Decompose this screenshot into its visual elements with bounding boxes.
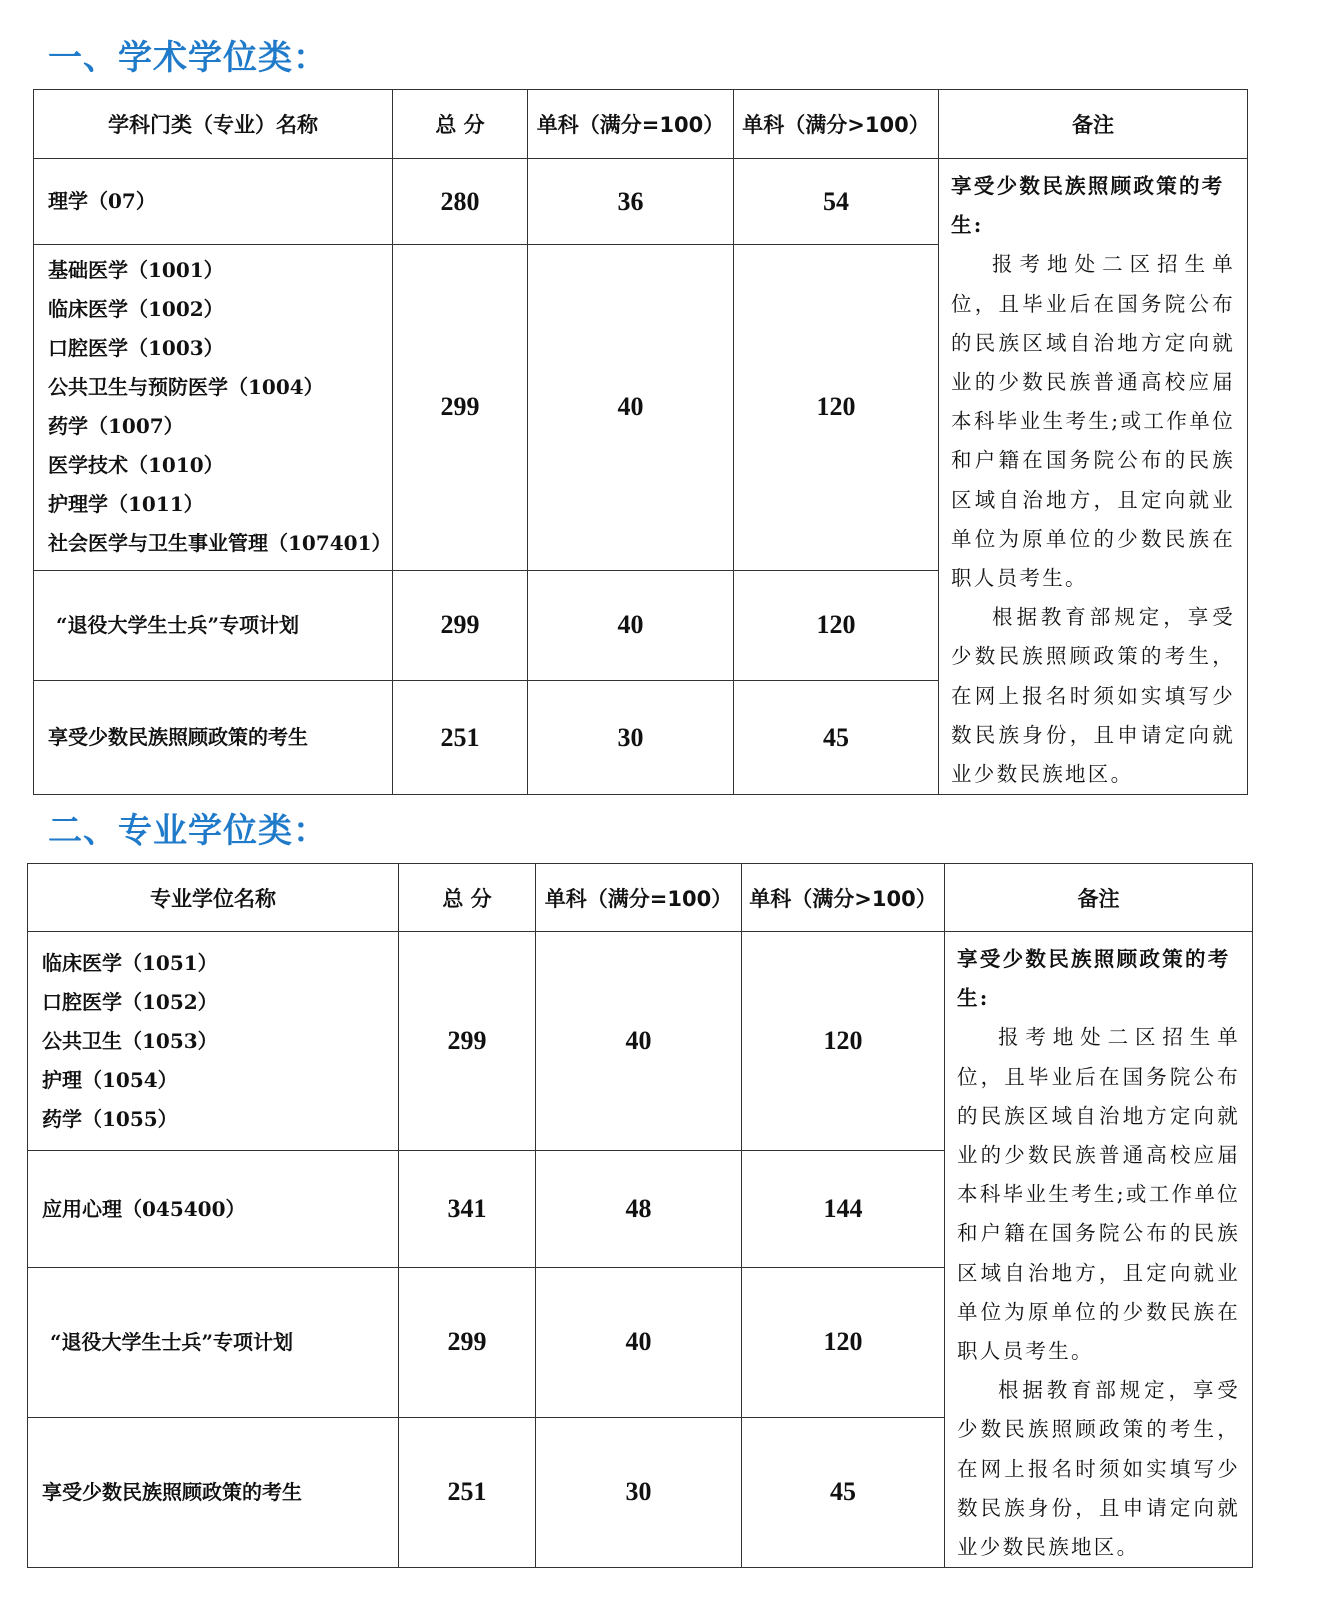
single-gt100-score: 45 <box>734 680 939 794</box>
subject-name: 理学（07） <box>48 189 156 214</box>
total-score: 299 <box>399 1268 536 1418</box>
single-gt100-score: 120 <box>734 570 939 680</box>
table-header-row <box>34 90 1248 159</box>
header-single-100: 单科（满分=100） <box>536 864 742 932</box>
subject-name-cell <box>34 245 393 570</box>
total-score: 280 <box>393 159 528 245</box>
note-heading: 享受少数民族照顾政策的考生: <box>957 947 1231 1011</box>
single-100-score: 30 <box>536 1417 742 1568</box>
header-single-100: 单科（满分=100） <box>528 90 734 159</box>
note-cell <box>939 159 1248 795</box>
header-note: 备注 <box>939 90 1248 159</box>
subject-name: 口腔医学（1052） <box>42 989 218 1014</box>
table-row <box>28 932 1253 1151</box>
subject-name: 公共卫生（1053） <box>42 1028 218 1053</box>
note-paragraph: 根据教育部规定，享受少数民族照顾政策的考生，在网上报名时须如实填写少数民族身份，且申请定向就业少数民族地区。 <box>951 605 1235 787</box>
header-total: 总 分 <box>399 864 536 932</box>
professional-score-table <box>27 863 1253 1568</box>
total-score: 299 <box>399 932 536 1151</box>
subject-name: 临床医学（1051） <box>42 950 218 975</box>
header-name: 学科门类（专业）名称 <box>34 90 393 159</box>
total-score: 251 <box>399 1417 536 1568</box>
table-row <box>34 159 1248 245</box>
subject-name: 基础医学（1001） <box>48 258 224 283</box>
subject-name: “退役大学生士兵”专项计划 <box>50 1329 294 1354</box>
single-100-score: 40 <box>536 932 742 1151</box>
header-name: 专业学位名称 <box>28 864 399 932</box>
single-gt100-score: 120 <box>742 932 945 1151</box>
header-total: 总 分 <box>393 90 528 159</box>
section-title-academic: 一、学术学位类： <box>48 38 328 78</box>
subject-name: “退役大学生士兵”专项计划 <box>56 612 300 637</box>
header-single-gt100: 单科（满分>100） <box>742 864 945 932</box>
subject-name-cell <box>28 1268 399 1418</box>
subject-name: 医学技术（1010） <box>48 453 224 478</box>
header-note: 备注 <box>945 864 1253 932</box>
subject-name: 药学（1007） <box>48 414 184 439</box>
subject-name-cell <box>34 159 393 245</box>
subject-name-cell <box>28 932 399 1151</box>
section-title-professional: 二、专业学位类： <box>48 811 328 851</box>
single-gt100-score: 120 <box>742 1268 945 1418</box>
total-score: 251 <box>393 680 528 794</box>
table-header-row <box>28 864 1253 932</box>
single-gt100-score: 45 <box>742 1417 945 1568</box>
subject-name: 社会医学与卫生事业管理（107401） <box>48 531 392 556</box>
note-cell <box>945 932 1253 1568</box>
total-score: 299 <box>393 245 528 570</box>
subject-name-cell <box>34 680 393 794</box>
subject-name: 护理学（1011） <box>48 492 204 517</box>
note-paragraph: 根据教育部规定，享受少数民族照顾政策的考生，在网上报名时须如实填写少数民族身份，且申请定向就业少数民族地区。 <box>957 1378 1240 1560</box>
subject-name-cell <box>28 1151 399 1268</box>
subject-name: 临床医学（1002） <box>48 297 224 322</box>
subject-name: 享受少数民族照顾政策的考生 <box>42 1479 302 1504</box>
subject-name-cell <box>34 570 393 680</box>
single-100-score: 36 <box>528 159 734 245</box>
single-gt100-score: 54 <box>734 159 939 245</box>
header-single-gt100: 单科（满分>100） <box>734 90 939 159</box>
academic-score-table <box>33 89 1248 795</box>
single-100-score: 40 <box>528 570 734 680</box>
subject-name: 享受少数民族照顾政策的考生 <box>48 725 308 750</box>
single-100-score: 40 <box>528 245 734 570</box>
subject-name-cell <box>28 1417 399 1568</box>
total-score: 299 <box>393 570 528 680</box>
note-paragraph: 报考地处二区招生单位，且毕业后在国务院公布的民族区域自治地方定向就业的少数民族普通高校应届本科毕业生考生;或工作单位和户籍在国务院公布的民族区域自治地方，且定向就业单位为原单位的少数民族在职人员考生。 <box>951 252 1235 591</box>
single-100-score: 40 <box>536 1268 742 1418</box>
subject-name: 口腔医学（1003） <box>48 336 224 361</box>
total-score: 341 <box>399 1151 536 1268</box>
single-100-score: 30 <box>528 680 734 794</box>
note-heading: 享受少数民族照顾政策的考生: <box>951 174 1225 238</box>
single-gt100-score: 120 <box>734 245 939 570</box>
subject-name: 药学（1055） <box>42 1106 178 1131</box>
subject-name: 护理（1054） <box>42 1067 178 1092</box>
single-gt100-score: 144 <box>742 1151 945 1268</box>
single-100-score: 48 <box>536 1151 742 1268</box>
subject-name: 应用心理（045400） <box>42 1196 246 1221</box>
subject-name: 公共卫生与预防医学（1004） <box>48 375 324 400</box>
note-paragraph: 报考地处二区招生单位，且毕业后在国务院公布的民族区域自治地方定向就业的少数民族普通高校应届本科毕业生考生;或工作单位和户籍在国务院公布的民族区域自治地方，且定向就业单位为原单位的少数民族在职人员考生。 <box>957 1025 1240 1364</box>
